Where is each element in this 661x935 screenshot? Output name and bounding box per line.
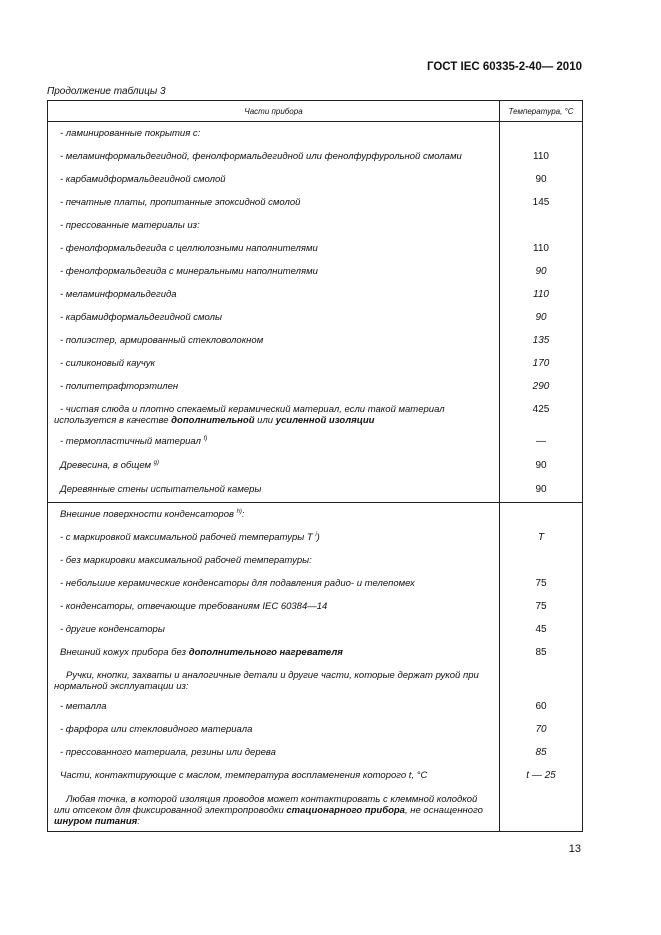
- table-row: [48, 526, 583, 549]
- temperature-cell: [500, 787, 583, 832]
- part-cell: Деревянные стены испытательной камеры: [48, 477, 500, 503]
- table-row: [48, 764, 583, 787]
- footnote-marker: i: [315, 531, 317, 538]
- table-caption: Продолжение таблицы 3: [47, 86, 166, 97]
- part-cell: - полиэстер, армированный стекловолокном: [48, 329, 500, 352]
- part-cell: - металла: [48, 695, 500, 718]
- part-cell: [48, 429, 500, 453]
- part-cell: - небольшие керамические конденсаторы для подавления радио- и телепомех: [48, 572, 500, 595]
- table-row: [48, 477, 583, 503]
- temperature-cell: 290: [500, 375, 583, 398]
- table-row: [48, 549, 583, 572]
- table-row: [48, 572, 583, 595]
- temperature-cell: 425: [500, 398, 583, 429]
- part-text: ): [316, 531, 320, 543]
- temperature-cell: [500, 214, 583, 237]
- table-row: [48, 352, 583, 375]
- temperature-table: [47, 100, 583, 832]
- part-cell: - меламинформальдегидной, фенолформальдегидной или фенолфурфурольной смолами: [48, 145, 500, 168]
- temperature-cell: 45: [500, 618, 583, 641]
- part-cell: [48, 453, 500, 477]
- part-cell: - меламинформальдегида: [48, 283, 500, 306]
- temperature-cell: 90: [500, 453, 583, 477]
- temperature-cell: 110: [500, 283, 583, 306]
- term-supplementary-insulation: дополнительной: [171, 414, 255, 426]
- term-stationary-appliance: стационарного прибора: [286, 804, 405, 816]
- temperature-cell: 60: [500, 695, 583, 718]
- table-row: [48, 306, 583, 329]
- part-cell: - прессованные материалы из:: [48, 214, 500, 237]
- table-row: [48, 787, 583, 832]
- part-text: Внешний кожух прибора без: [60, 646, 189, 658]
- term-reinforced-insulation: усиленной изоляции: [275, 414, 375, 426]
- temperature-cell: 110: [500, 237, 583, 260]
- part-cell: - карбамидформальдегидной смолой: [48, 168, 500, 191]
- temperature-cell: —: [500, 429, 583, 453]
- footnote-marker: g): [153, 459, 159, 466]
- temperature-cell: 90: [500, 168, 583, 191]
- part-cell: - фарфора или стекловидного материала: [48, 718, 500, 741]
- table-row: [48, 191, 583, 214]
- part-text: - чистая слюда и плотно спекаемый керамический материал, если такой материал используется в качестве: [54, 403, 445, 426]
- part-cell: [48, 641, 500, 664]
- table-row: [48, 329, 583, 352]
- table-row: [48, 453, 583, 477]
- temperature-cell: 110: [500, 145, 583, 168]
- part-cell: - другие конденсаторы: [48, 618, 500, 641]
- part-cell: - конденсаторы, отвечающие требованиям IEC 60384—14: [48, 595, 500, 618]
- part-cell: [48, 526, 500, 549]
- part-text: Любая точка, в которой изоляция проводов может контактировать с клеммной колодкой или отсеком для фиксированной электропроводки: [54, 793, 478, 816]
- table-row: [48, 168, 583, 191]
- part-cell: - печатные платы, пропитанные эпоксидной смолой: [48, 191, 500, 214]
- part-cell: - политетрафторэтилен: [48, 375, 500, 398]
- table-row: [48, 741, 583, 764]
- temperature-cell: [500, 664, 583, 695]
- table-row: [48, 618, 583, 641]
- temperature-cell: 85: [500, 641, 583, 664]
- table-row: [48, 260, 583, 283]
- part-text: или: [254, 414, 276, 426]
- part-cell: Части, контактирующие с маслом, температура воспламенения которого t, °С: [48, 764, 500, 787]
- table-row: [48, 398, 583, 429]
- part-text: Ручки, кнопки, захваты и аналогичные детали и другие части, которые держат рукой при нормальной эксплуатации из:: [54, 669, 479, 692]
- table-row: [48, 641, 583, 664]
- temperature-cell: 135: [500, 329, 583, 352]
- part-text: Внешние поверхности конденсаторов: [60, 509, 234, 520]
- standard-designation: ГОСТ IEC 60335-2-40— 2010: [426, 61, 582, 73]
- part-cell: - без маркировки максимальной рабочей температуры:: [48, 549, 500, 572]
- temperature-cell: 145: [500, 191, 583, 214]
- part-text: Древесина, в общем: [60, 459, 152, 471]
- column-header-parts: Части прибора: [48, 101, 500, 122]
- table-row: [48, 237, 583, 260]
- part-text: , не оснащенного: [404, 804, 483, 816]
- table-row: [48, 122, 583, 145]
- part-cell: - ламинированные покрытия с:: [48, 122, 500, 145]
- part-text: :: [137, 815, 140, 827]
- page-number: 13: [568, 843, 581, 855]
- temperature-cell: 75: [500, 572, 583, 595]
- temperature-cell: [500, 503, 583, 526]
- temperature-cell: [500, 549, 583, 572]
- temperature-cell: t — 25: [500, 764, 583, 787]
- part-cell: - прессованного материала, резины или дерева: [48, 741, 500, 764]
- part-cell: [48, 503, 500, 526]
- temperature-cell: 75: [500, 595, 583, 618]
- table-row: [48, 145, 583, 168]
- temperature-cell: 90: [500, 306, 583, 329]
- temperature-cell: [500, 122, 583, 145]
- table-row: [48, 718, 583, 741]
- temperature-cell: T: [500, 526, 583, 549]
- table-header-row: [48, 101, 583, 122]
- part-cell: [48, 664, 500, 695]
- table-row: [48, 595, 583, 618]
- table-row: [48, 695, 583, 718]
- part-text: - термопластичный материал: [60, 435, 201, 447]
- part-text: - с маркировкой максимальной рабочей температуры T: [60, 531, 313, 543]
- table-row: [48, 664, 583, 695]
- temperature-cell: 90: [500, 260, 583, 283]
- part-cell: - карбамидформальдегидной смолы: [48, 306, 500, 329]
- part-cell: [48, 398, 500, 429]
- table-row: [48, 214, 583, 237]
- temperature-cell: 170: [500, 352, 583, 375]
- table-row: [48, 429, 583, 453]
- table-row: [48, 503, 583, 526]
- table-row: [48, 375, 583, 398]
- temperature-cell: 70: [500, 718, 583, 741]
- column-header-temperature: Температура, °С: [500, 101, 583, 122]
- part-cell: [48, 787, 500, 832]
- part-cell: - фенолформальдегида с минеральными наполнителями: [48, 260, 500, 283]
- temperature-cell: 90: [500, 477, 583, 503]
- part-text: :: [241, 509, 245, 520]
- part-cell: - фенолформальдегида с целлюлозными наполнителями: [48, 237, 500, 260]
- table-row: [48, 283, 583, 306]
- part-cell: - силиконовый каучук: [48, 352, 500, 375]
- footnote-marker: f): [203, 435, 208, 442]
- term-supplementary-heater: дополнительного нагревателя: [188, 646, 343, 658]
- term-supply-cord: шнуром питания: [54, 815, 138, 827]
- footnote-marker: h): [236, 508, 242, 515]
- temperature-cell: 85: [500, 741, 583, 764]
